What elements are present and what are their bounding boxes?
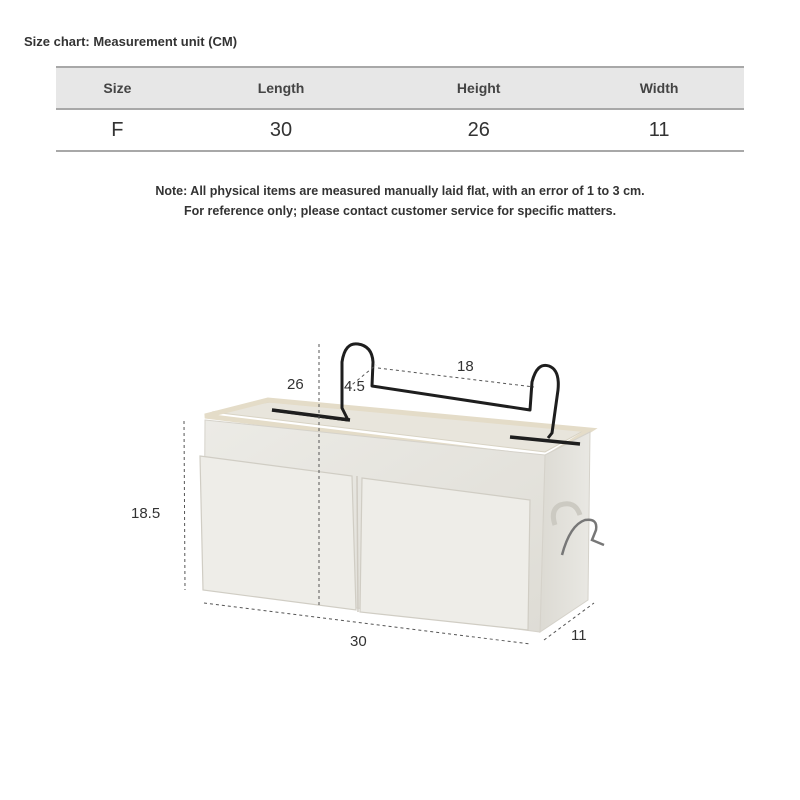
bag-side-panel — [540, 432, 590, 632]
note-line-2: For reference only; please contact customer service for specific matters. — [183, 204, 617, 218]
header-size: Size — [56, 67, 179, 109]
cell-width: 11 — [574, 109, 744, 151]
cell-height: 26 — [383, 109, 574, 151]
pocket-seam — [357, 476, 358, 612]
dim-label-length: 30 — [350, 633, 367, 650]
left-pocket — [200, 456, 356, 610]
cell-length: 30 — [179, 109, 383, 151]
dim-label-width: 11 — [571, 627, 587, 644]
dim-label-total-height: 26 — [287, 376, 304, 393]
right-pocket — [360, 478, 530, 630]
note-line-1: Note: All physical items are measured manually laid flat, with an error of 1 to 3 cm. — [155, 184, 645, 198]
header-width: Width — [574, 67, 744, 109]
dim-hook-width-line — [378, 368, 534, 387]
dim-label-hook-width: 18 — [457, 358, 474, 375]
dim-label-bag-height: 18.5 — [131, 505, 161, 522]
cell-size: F — [56, 109, 179, 151]
dim-label-hook-depth: 4.5 — [344, 378, 365, 395]
header-length: Length — [179, 67, 383, 109]
size-chart-caption: Size chart: Measurement unit (CM) — [24, 34, 238, 49]
dim-bag-height-line — [184, 421, 185, 590]
header-height: Height — [383, 67, 574, 109]
